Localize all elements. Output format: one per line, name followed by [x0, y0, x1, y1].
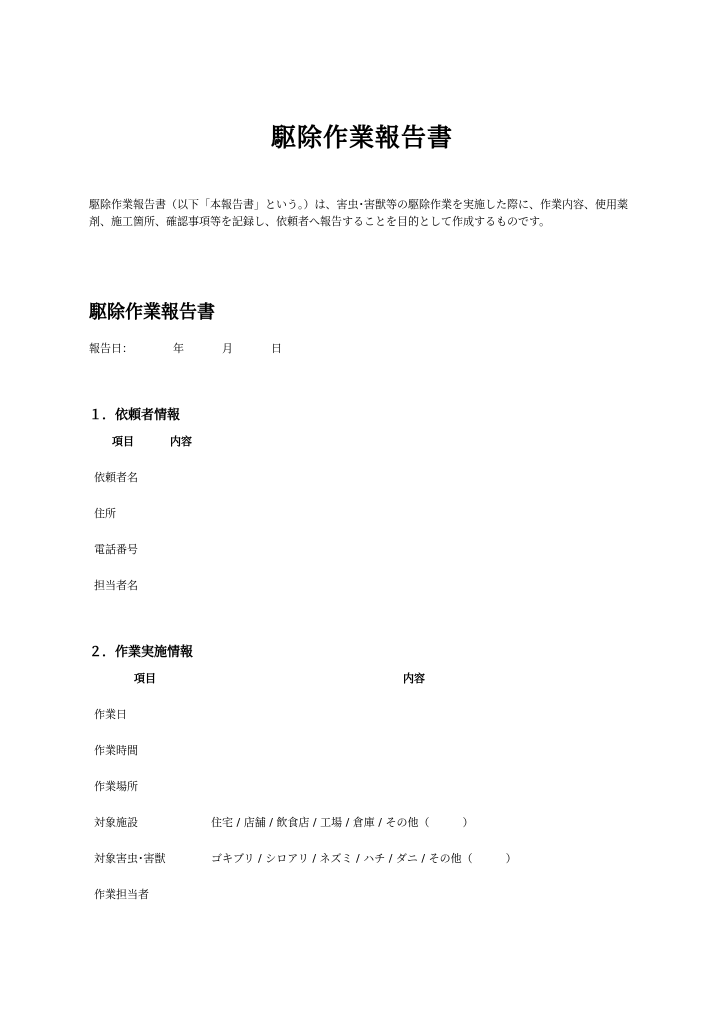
- section2-title: ２．作業実施情報: [89, 645, 194, 660]
- report-date-year: 年: [173, 342, 184, 355]
- section1-row-label: 依頼者名: [94, 471, 138, 484]
- section1-row-label: 担当者名: [94, 579, 138, 592]
- report-date-month: 月: [222, 342, 233, 355]
- document-title: 駆除作業報告書: [270, 123, 453, 152]
- section2-row-value: ゴキブリ / シロアリ / ネズミ / ハチ / ダニ / その他（ ）: [211, 852, 517, 865]
- section1-col-item: 項目: [112, 435, 134, 448]
- section1-title: １．依頼者情報: [89, 408, 181, 423]
- section2-row-label: 対象施設: [94, 816, 138, 829]
- section2-row-label: 作業担当者: [94, 888, 149, 901]
- intro-paragraph: 駆除作業報告書（以下「本報告書」という。）は、害虫･害獣等の駆除作業を実施した際に、作業内容、使用薬剤、施工箇所、確認事項等を記録し、依頼者へ報告することを目的として作成するものです。: [89, 198, 628, 228]
- form-heading: 駆除作業報告書: [89, 302, 215, 323]
- section1-row-label: 住所: [94, 507, 116, 520]
- report-date-day: 日: [271, 342, 282, 355]
- section2-row-value: 住宅 / 店舗 / 飲食店 / 工場 / 倉庫 / その他（ ）: [211, 816, 474, 829]
- section1-row-label: 電話番号: [94, 543, 138, 556]
- section2-col-content: 内容: [403, 672, 425, 685]
- section1-col-content: 内容: [170, 435, 192, 448]
- section2-row-label: 作業場所: [94, 780, 138, 793]
- section2-row-label: 作業日: [94, 708, 127, 721]
- section2-row-label: 作業時間: [94, 744, 138, 757]
- section2-row-label: 対象害虫･害獣: [94, 852, 166, 865]
- report-date-label: 報告日：: [89, 342, 133, 355]
- section2-col-item: 項目: [134, 672, 156, 685]
